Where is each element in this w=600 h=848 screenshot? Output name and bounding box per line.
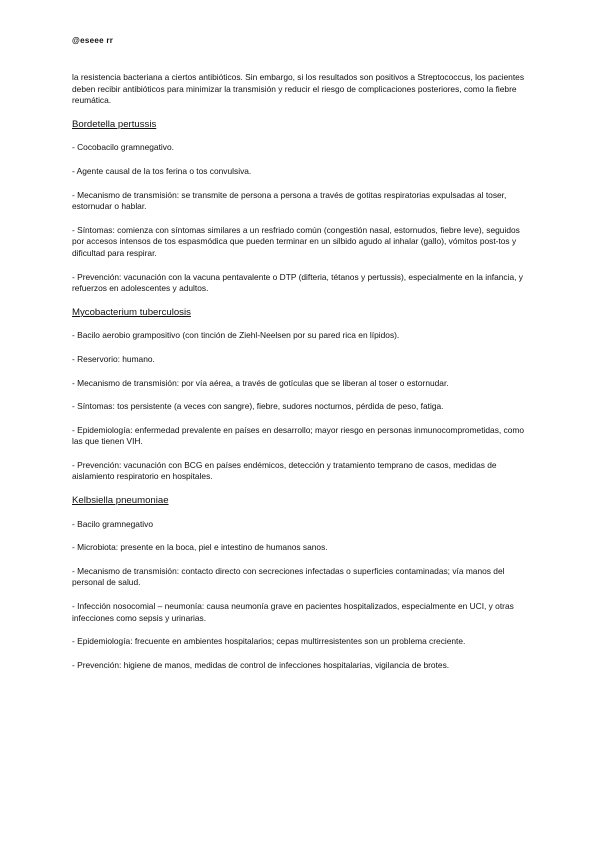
- section-mycobacterium: [72, 307, 534, 483]
- list-item: - Prevención: higiene de manos, medidas de control de infecciones hospitalarias, vigilancia de brotes.: [72, 659, 450, 670]
- section-klebsiella: [72, 495, 534, 671]
- list-item: - Epidemiología: enfermedad prevalente en países en desarrollo; mayor riesgo en personas inmunocomprometidas, como las que tienen VIH.: [72, 424, 525, 447]
- list-item: - Mecanismo de transmisión: contacto directo con secreciones infectadas o superficies contaminadas; vía manos del personal de salud.: [72, 565, 505, 588]
- list-item: - Prevención: vacunación con BCG en países endémicos, detección y tratamiento temprano de casos, medidas de aislamiento respiratorio en hospitales.: [72, 459, 497, 482]
- list-item: - Bacilo aerobio grampositivo (con tinción de Ziehl-Neelsen por su pared rica en lípidos).: [72, 330, 400, 341]
- list-item: - Cocobacilo gramnegativo.: [72, 142, 174, 153]
- header-logo: @eseee rr: [72, 36, 114, 45]
- intro-paragraph: la resistencia bacteriana a ciertos antibióticos. Sin embargo, si los resultados son positivos a Streptococcus, los pacientes deben recibir antibióticos para minimizar la transmisión y reducir el riesgo de complicaciones posteriores, como la fiebre reumática.: [72, 72, 525, 106]
- document-body: [72, 72, 534, 683]
- list-item: - Síntomas: tos persistente (a veces con sangre), fiebre, sudores nocturnos, pérdida de peso, fatiga.: [72, 401, 444, 412]
- list-item: - Epidemiología: frecuente en ambientes hospitalarios; cepas multirresistentes son un problema creciente.: [72, 636, 466, 647]
- list-item: - Agente causal de la tos ferina o tos convulsiva.: [72, 165, 252, 176]
- list-item: - Mecanismo de transmisión: por vía aérea, a través de gotículas que se liberan al toser o estornudar.: [72, 377, 449, 388]
- list-item: - Prevención: vacunación con la vacuna pentavalente o DTP (difteria, tétanos y pertussis), especialmente en la infancia, y refuerzos en adolescentes y adultos.: [72, 271, 523, 294]
- list-item: - Síntomas: comienza con síntomas similares a un resfriado común (congestión nasal, estornudos, fiebre leve), seguidos por accesos intensos de tos espasmódica que pueden terminar en un silbido agudo al inhalar (gallo), vómitos post-tos y dificultad para respirar.: [72, 224, 520, 258]
- list-item: - Microbiota: presente en la boca, piel e intestino de humanos sanos.: [72, 542, 328, 553]
- section-bordetella: [72, 119, 534, 295]
- section-title: Kelbsiella pneumoniae: [72, 495, 169, 507]
- section-title: Mycobacterium tuberculosis: [72, 306, 191, 318]
- list-item: - Bacilo gramnegativo: [72, 518, 153, 529]
- list-item: - Mecanismo de transmisión: se transmite de persona a persona a través de gotitas respiratorias expulsadas al toser, estornudar o hablar.: [72, 189, 507, 212]
- list-item: - Infección nosocomial – neumonía: causa neumonía grave en pacientes hospitalizados, especialmente en UCI, y otras infecciones como sepsis y urinarias.: [72, 601, 514, 623]
- section-title: Bordetella pertussis: [72, 118, 157, 130]
- list-item: - Reservorio: humano.: [72, 353, 155, 364]
